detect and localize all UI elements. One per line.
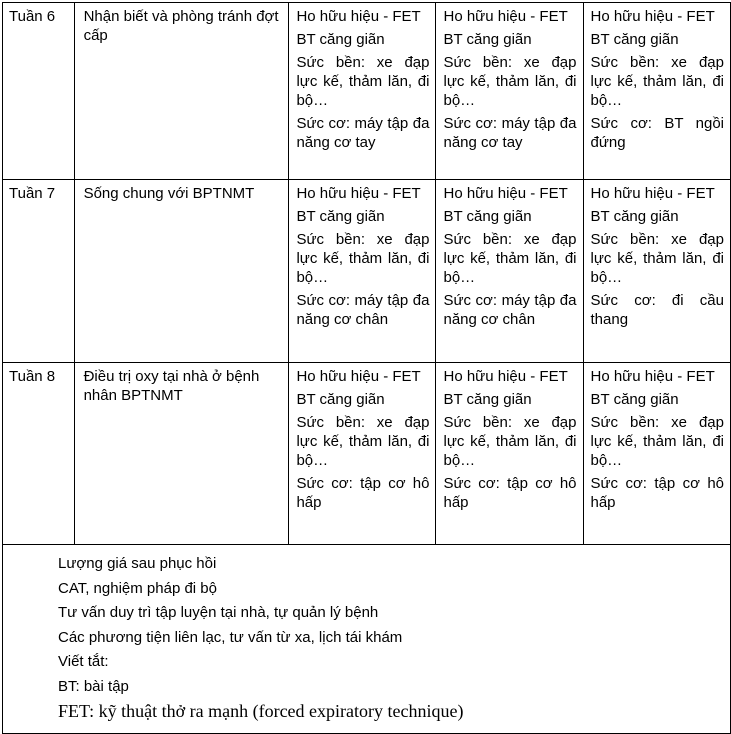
- activity-item: Sức cơ: tập cơ hô hấp: [296, 475, 430, 511]
- activity-item: BT căng giãn: [443, 31, 532, 48]
- activity-item: Ho hữu hiệu - FET: [590, 368, 715, 385]
- activity-item: Ho hữu hiệu - FET: [296, 185, 421, 202]
- activity-item: Sức cơ: máy tập đa năng cơ tay: [443, 115, 577, 151]
- topic-cell: Sống chung với BPTNMT: [74, 180, 289, 363]
- footer-line: Lượng giá sau phục hồi: [58, 555, 217, 572]
- activity-item: Sức bền: xe đạp lực kế, thảm lăn, đi bộ…: [590, 231, 724, 286]
- exercise-schedule-table: [2, 2, 731, 734]
- week-cell: Tuần 8: [3, 363, 75, 545]
- abbreviation-bt: BT: bài tập: [58, 677, 129, 695]
- activity-item: Sức bền: xe đạp lực kế, thảm lăn, đi bộ…: [443, 231, 577, 286]
- activity-item: Sức cơ: BT ngồi đứng: [590, 115, 724, 151]
- table-row: [3, 3, 731, 180]
- activity-item: BT căng giãn: [443, 208, 532, 225]
- activity-cell: [289, 180, 436, 363]
- activity-item: Ho hữu hiệu - FET: [296, 368, 421, 385]
- activity-item: Ho hữu hiệu - FET: [590, 8, 715, 25]
- abbreviations-heading: Viết tắt:: [58, 653, 109, 670]
- abbreviation-fet: FET: kỹ thuật thở ra mạnh (forced expiratory technique): [58, 701, 464, 721]
- activity-item: BT căng giãn: [296, 208, 385, 225]
- activity-item: Sức cơ: tập cơ hô hấp: [590, 475, 724, 511]
- activity-item: BT căng giãn: [296, 31, 385, 48]
- table-row: [3, 363, 731, 545]
- activity-cell: [583, 180, 731, 363]
- footer-line: Các phương tiện liên lạc, tư vấn từ xa, lịch tái khám: [58, 628, 403, 646]
- activity-cell: [436, 363, 583, 545]
- activity-cell: [436, 3, 583, 180]
- activity-item: Sức cơ: tập cơ hô hấp: [443, 475, 577, 511]
- activity-item: Sức cơ: máy tập đa năng cơ tay: [296, 115, 430, 151]
- activity-item: Ho hữu hiệu - FET: [296, 8, 421, 25]
- activity-cell: [289, 363, 436, 545]
- week-cell: Tuần 7: [3, 180, 75, 363]
- activity-item: Sức bền: xe đạp lực kế, thảm lăn, đi bộ…: [296, 231, 430, 286]
- activity-item: Sức bền: xe đạp lực kế, thảm lăn, đi bộ…: [590, 54, 724, 109]
- activity-item: Sức bền: xe đạp lực kế, thảm lăn, đi bộ…: [296, 54, 430, 109]
- activity-item: Ho hữu hiệu - FET: [443, 185, 568, 202]
- activity-item: BT căng giãn: [296, 391, 385, 408]
- activity-cell: [583, 363, 731, 545]
- activity-item: Sức bền: xe đạp lực kế, thảm lăn, đi bộ…: [296, 414, 430, 469]
- activity-item: Ho hữu hiệu - FET: [443, 8, 568, 25]
- footer-row: [3, 545, 731, 734]
- activity-item: Ho hữu hiệu - FET: [590, 185, 715, 202]
- topic-cell: Điều trị oxy tại nhà ở bệnh nhân BPTNMT: [74, 363, 289, 545]
- activity-item: BT căng giãn: [443, 391, 532, 408]
- footer-notes: [3, 545, 731, 734]
- activity-item: Sức cơ: đi cầu thang: [590, 292, 724, 328]
- footer-line: CAT, nghiệm pháp đi bộ: [58, 579, 217, 597]
- footer-line: Tư vấn duy trì tập luyện tại nhà, tự quản lý bệnh: [58, 604, 379, 621]
- activity-item: Ho hữu hiệu - FET: [443, 368, 568, 385]
- week-cell: Tuần 6: [3, 3, 75, 180]
- activity-item: Sức cơ: máy tập đa năng cơ chân: [296, 292, 430, 328]
- activity-item: Sức bền: xe đạp lực kế, thảm lăn, đi bộ…: [443, 54, 577, 109]
- activity-item: BT căng giãn: [590, 31, 679, 48]
- activity-item: BT căng giãn: [590, 391, 679, 408]
- activity-cell: [436, 180, 583, 363]
- activity-item: Sức bền: xe đạp lực kế, thảm lăn, đi bộ…: [443, 414, 577, 469]
- activity-cell: [583, 3, 731, 180]
- activity-item: Sức bền: xe đạp lực kế, thảm lăn, đi bộ…: [590, 414, 724, 469]
- activity-item: BT căng giãn: [590, 208, 679, 225]
- topic-cell: Nhận biết và phòng tránh đợt cấp: [74, 3, 289, 180]
- activity-item: Sức cơ: máy tập đa năng cơ chân: [443, 292, 577, 328]
- table-row: [3, 180, 731, 363]
- activity-cell: [289, 3, 436, 180]
